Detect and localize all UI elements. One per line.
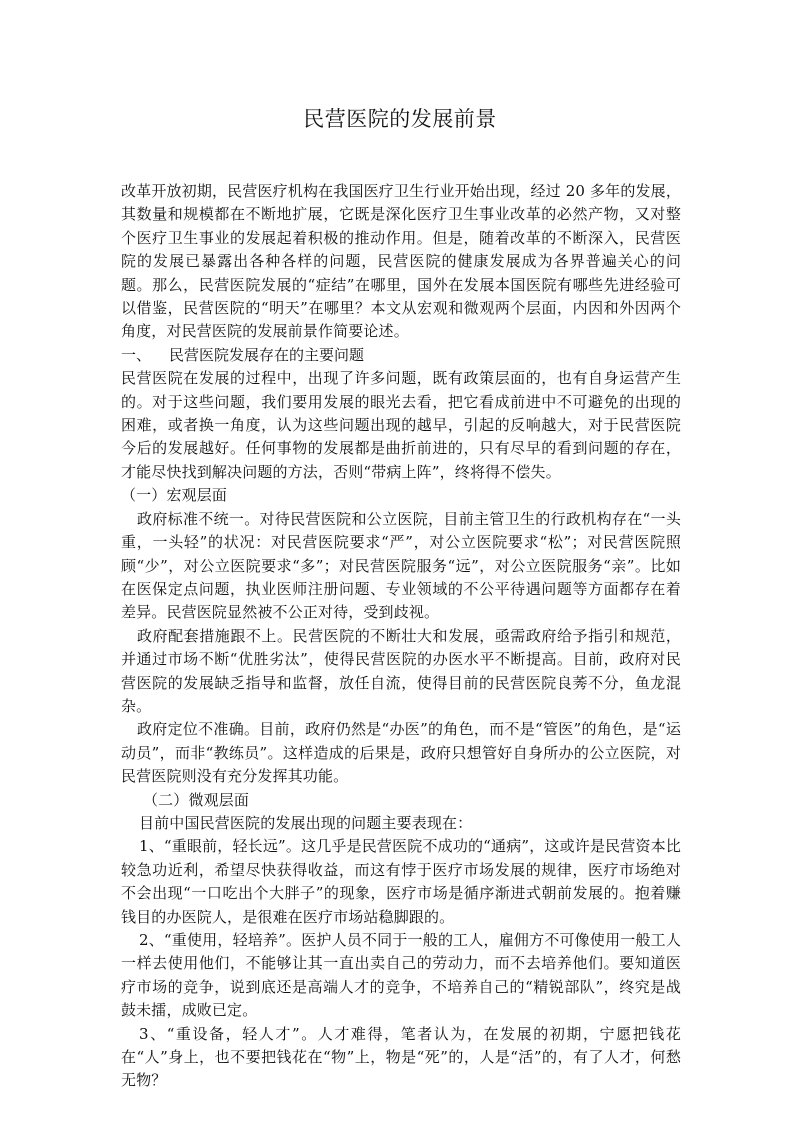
- micro-item-2: 2、“重使用，轻培养”。医护人员不同于一般的工人，雇佣方不可像使用一般工人一样去使用他们，不能够让其一直出卖自己的劳动力，而不去培养他们。要知道医疗市场的竞争，说到底还是高端人才的竞争，不培养自己的“精锐部队”，终究是战鼓未擂，成败已定。: [121, 931, 681, 1020]
- micro-item-3: 3、“重设备，轻人才”。人才难得，笔者认为，在发展的初期，宁愿把钱花在“人”身上，也不要把钱花在“物”上，物是“死”的，人是“活”的，有了人才，何愁无物？: [121, 1024, 681, 1090]
- section-1-paragraph: 民营医院在发展的过程中，出现了许多问题，既有政策层面的，也有自身运营产生的。对于这些问题，我们要用发展的眼光去看，把它看成前进中不可避免的出现的困难，或者换一角度，认为这些问题出现的越早，引起的反响越大，对于民营医院今后的发展越好。任何事物的发展都是曲折前进的，只有尽早的看到问题的存在，才能尽快找到解决问题的方法，否则“带病上阵”，终将得不偿失。: [121, 369, 681, 481]
- macro-paragraph-3: 政府定位不准确。目前，政府仍然是“办医”的角色，而不是“管医”的角色，是“运动员”，而非“教练员”。这样造成的后果是，政府只想管好自身所办的公立医院，对民营医院则没有充分发挥其功能。: [121, 720, 681, 786]
- section-1-title: 民营医院发展存在的主要问题: [169, 345, 365, 364]
- micro-intro: 目前中国民营医院的发展出现的问题主要表现在：: [139, 813, 473, 832]
- micro-heading: （二）微观层面: [143, 790, 250, 809]
- section-1-number: 一、: [121, 345, 152, 364]
- intro-paragraph: 改革开放初期，民营医疗机构在我国医疗卫生行业开始出现，经过 20 多年的发展，其数量和规模都在不断地扩展，它既是深化医疗卫生事业改革的必然产物，又对整个医疗卫生事业的发展起着积极的推动作用。但是，随着改革的不断深入，民营医院的发展已暴露出各种各样的问题，民营医院的健康发展成为各界普遍关心的问题。那么，民营医院发展的“症结”在哪里，国外在发展本国医院有哪些先进经验可以借鉴，民营医院的“明天”在哪里？本文从宏观和微观两个层面，内因和外因两个角度，对民营医院的发展前景作简要论述。: [121, 182, 681, 341]
- macro-heading: （一）宏观层面: [121, 486, 228, 505]
- document-body: [121, 180, 681, 1093]
- macro-paragraph-1: 政府标准不统一。对待民营医院和公立医院，目前主管卫生的行政机构存在“一头重，一头轻”的状况：对民营医院要求“严”，对公立医院要求“松”；对民营医院照顾“少”，对公立医院要求“多”；对民营医院服务“远”，对公立医院服务“亲”。比如在医保定点问题，执业医师注册问题、专业领域的不公平待遇问题等方面都存在着差异。民营医院显然被不公正对待，受到歧视。: [121, 509, 681, 622]
- macro-paragraph-2: 政府配套措施跟不上。民营医院的不断壮大和发展，亟需政府给予指引和规范，并通过市场不断“优胜劣汰”，使得民营医院的办医水平不断提高。目前，政府对民营医院的发展缺乏指导和监督，放任自流，使得目前的民营医院良莠不分，鱼龙混杂。: [121, 626, 681, 715]
- document-title: 民营医院的发展前景: [303, 107, 497, 131]
- section-1-heading: [121, 344, 681, 367]
- micro-item-1: 1、“重眼前，轻长远”。这几乎是民营医院不成功的“通病”，这或许是民营资本比较急功近利，希望尽快获得收益，而这有悖于医疗市场发展的规律，医疗市场绝对不会出现“一口吃出个大胖子”的现象，医疗市场是循序渐进式朝前发展的。抱着赚钱目的办医院人，是很难在医疗市场站稳脚跟的。: [121, 837, 681, 926]
